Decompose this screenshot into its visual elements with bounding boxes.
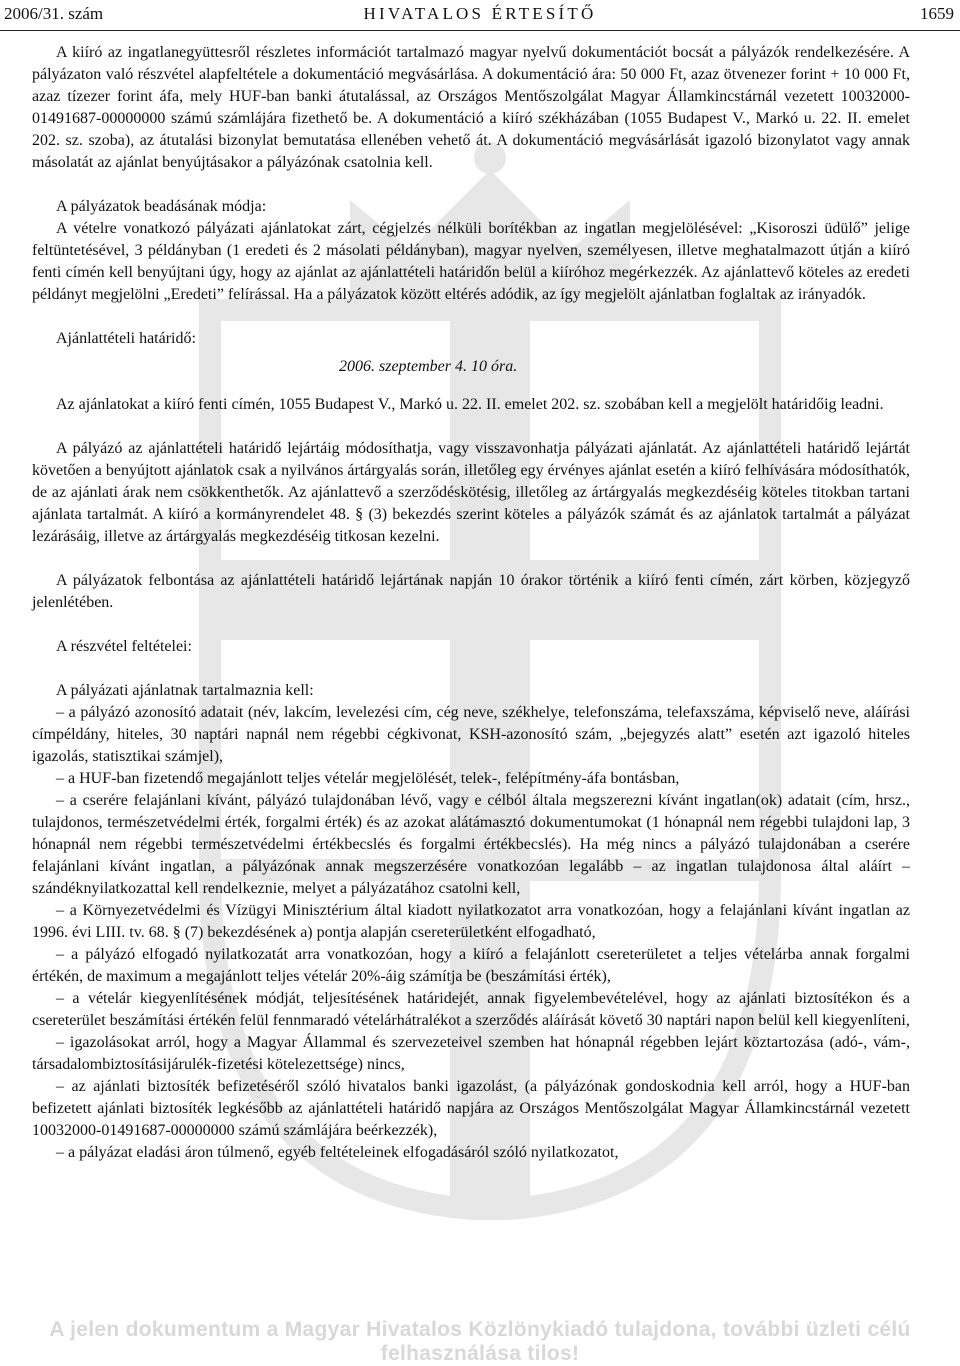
list-item: – az ajánlati biztosíték befizetéséről szóló hivatalos banki igazolást, (a pályázónak gondoskodnia kell arról, hogy a HUF-ban befizetett ajánlati biztosíték legkésőbb az ajánlattételi határidő napjára az Országos Mentőszolgálat Magyar Államkincstárnál vezetett 10032000-01491687-00000000 számú számlájára beérkezzék),	[32, 1078, 910, 1139]
copyright-watermark: A jelen dokumentum a Magyar Hivatalos Közlönykiadó tulajdona, további üzleti célú felhasználása tilos!	[49, 1318, 911, 1365]
requirements-list	[32, 702, 910, 1164]
page-number: 1659	[920, 4, 954, 23]
modification-paragraph: A pályázó az ajánlattételi határidő lejártáig módosíthatja, vagy visszavonhatja pályázati ajánlatát. Az ajánlattételi határidő lejártát követően a benyújtott ajánlatok csak a nyilvános ártárgyalás során, illetőleg egy érvényes ajánlat esetén a kiíró felhívására módosíthatók, de az ajánlati árak nem csökkenthetők. Az ajánlattevő a szerződéskötésig, illetőleg az ártárgyalás megkezdéséig köteles titokban tartani ajánlata tartalmát. A kiíró a kormányrendelet 48. § (3) bekezdés szerint köteles a pályázók számát és az ajánlatok tartalmát a pályázat lezárásáig, illetve az ártárgyalás megkezdéséig titkosan kezelni.	[32, 440, 910, 545]
page-header	[0, 4, 960, 30]
conditions-heading: A részvétel feltételei:	[56, 638, 192, 655]
publication-title: HIVATALOS ÉRTESÍTŐ	[363, 4, 597, 23]
list-item: – a pályázat eladási áron túlmenő, egyéb feltételeinek elfogadásáról szóló nyilatkozatot,	[56, 1144, 619, 1161]
submission-heading: A pályázatok beadásának módja:	[56, 198, 267, 215]
documentation-paragraph: A kiíró az ingatlanegyüttesről részletes információt tartalmazó magyar nyelvű dokumentációt bocsát a pályázók rendelkezésére. A pályázaton való részvétel alapfeltétele a dokumentáció megvásárlása. A dokumentáció ára: 50 000 Ft, azaz ötvenezer forint + 10 000 Ft, azaz tízezer forint áfa, mely HUF-ban banki átutalással, az Országos Mentőszolgálat Magyar Államkincstárnál vezetett 10032000-01491687-00000000 számú számlájára fizethető be. A dokumentáció a kiíró székházában (1055 Budapest V., Markó u. 22. II. emelet 202. sz. szoba), az átutalási bizonylat bemutatása ellenében vehető át. A dokumentáció megvásárlását igazoló bizonylatot vagy annak másolatát az ajánlat benyújtásakor a pályázónak csatolnia kell.	[32, 44, 910, 171]
list-item: – a vételár kiegyenlítésének módját, teljesítésének határidejét, annak figyelembevételével, hogy az ajánlati biztosítékon és a csereterület beszámítási értékén felül fennmaradó vételárhátralékot a szerződés aláírását követő 30 naptári napon belül kell kiegyenlíteni,	[32, 990, 910, 1029]
list-item: – a pályázó azonosító adatait (név, lakcím, levelezési cím, cég neve, székhelye, telefonszáma, telefaxszáma, képviselő neve, aláírási címpéldány, hiteles, 30 naptári napnál nem régebbi cégkivonat, KSH-azonosító szám, „bejegyzés alatt” esetén azt igazoló hiteles igazolás, statisztikai számjel),	[32, 704, 910, 765]
header-rule	[0, 30, 960, 31]
document-body	[32, 42, 910, 1164]
opening-paragraph: A pályázatok felbontása az ajánlattételi határidő lejártának napján 10 órakor történik a kiíró fenti címén, zárt körben, közjegyző jelenlétében.	[32, 572, 910, 611]
submission-paragraph: A vételre vonatkozó pályázati ajánlatokat zárt, cégjelzés nélküli borítékban az ingatlan megjelölésével: „Kisoroszi üdülő” jelige feltüntetésével, 3 példányban (1 eredeti és 2 másolati példányban), magyar nyelven, személyesen, illetve meghatalmazott útján a kiíró fenti címén kell benyújtani úgy, hogy az ajánlat az ajánlattételi határidőn belül a kiíróhoz megérkezzék. Az ajánlattevő köteles az eredeti példányt megjelölni „Eredeti” felírással. Ha a pályázatok között eltérés adódik, az így megjelölt ajánlatban foglaltak az irányadók.	[32, 220, 910, 303]
list-item: – a cserére felajánlani kívánt, pályázó tulajdonában lévő, vagy e célból általa megszerezni kívánt ingatlan(ok) adatait (cím, hrsz., tulajdonos, természetvédelmi érték, forgalmi érték) és az azokat alátámasztó dokumentumokat (1 hónapnál nem régebbi tulajdoni lap, 3 hónapnál nem régebbi természetvédelmi értékbecslés és forgalmi értékbecslés). Ha még nincs a pályázó tulajdonában a cserére felajánlani kívánt ingatlan, a pályázónak annak megszerzésére vonatkozóan legalább – az ingatlan tulajdonosa által aláírt – szándéknyilatkozattal kell rendelkeznie, melyet a pályázatához csatolni kell,	[32, 792, 910, 897]
contents-heading: A pályázati ajánlatnak tartalmaznia kell:	[56, 682, 314, 699]
list-item: – igazolásokat arról, hogy a Magyar Állammal és szervezeteivel szemben hat hónapnál régebben lejárt köztartozása (adó-, vám-, társadalombiztosításijárulék-fizetési kötelezettsége) nincs,	[32, 1034, 910, 1073]
issue-number: 2006/31. szám	[4, 4, 104, 23]
deadline-value: 2006. szeptember 4. 10 óra.	[339, 358, 518, 375]
submission-address-paragraph: Az ajánlatokat a kiíró fenti címén, 1055 Budapest V., Markó u. 22. II. emelet 202. sz. szobában kell a megjelölt határidőig leadni.	[56, 396, 884, 413]
list-item: – a pályázó elfogadó nyilatkozatát arra vonatkozóan, hogy a kiíró a felajánlott csereterületet a teljes vételárba annak forgalmi értékén, de maximum a megajánlott teljes vételár 20%-áig számítja be (beszámítási érték),	[32, 946, 910, 985]
deadline-label: Ajánlattételi határidő:	[56, 330, 196, 347]
list-item: – a Környezetvédelmi és Vízügyi Minisztérium által kiadott nyilatkozatot arra vonatkozóan, hogy a felajánlani kívánt ingatlan az 1996. évi LIII. tv. 68. § (7) bekezdésének a) pontja alapján csereterületként elfogadható,	[32, 902, 910, 941]
list-item: – a HUF-ban fizetendő megajánlott teljes vételár megjelölését, telek-, felépítmény-áfa bontásban,	[56, 770, 680, 787]
